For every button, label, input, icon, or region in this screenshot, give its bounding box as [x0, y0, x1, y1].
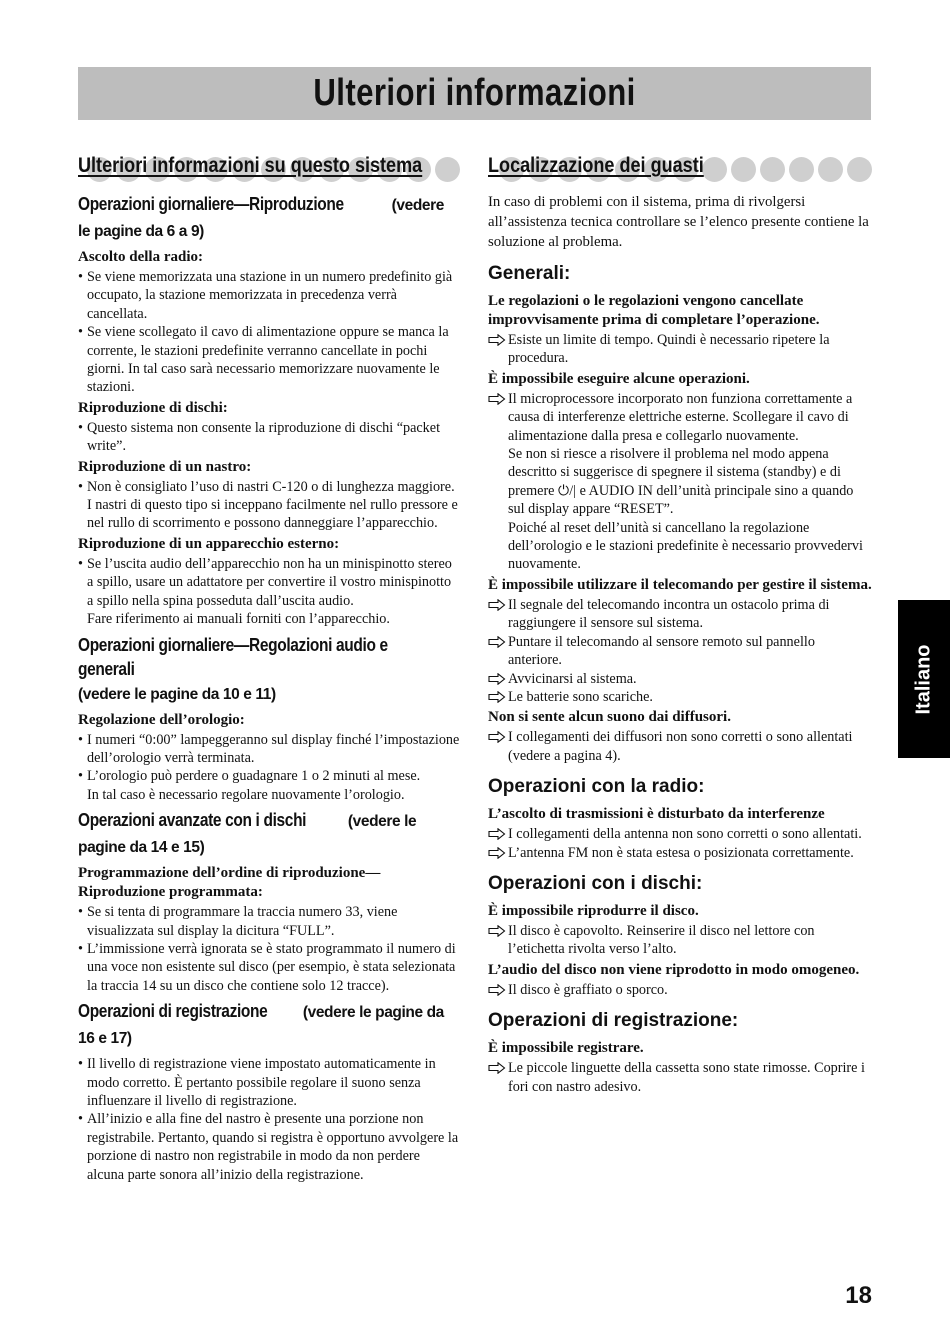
solution-item: I collegamenti dei diffusori non sono corretti o sono allentati (vedere a pagina 4). — [488, 728, 872, 765]
problem-title: Non si sente alcun suono dai diffusori. — [488, 709, 731, 726]
solution-list — [488, 728, 872, 765]
topic-heading: Riproduzione di un apparecchio esterno: — [78, 535, 340, 552]
topic-heading: Riproduzione di un nastro: — [78, 458, 252, 475]
solution-item: Il disco è capovolto. Reinserire il disco nel lettore con l’etichetta rivolta verso l’alto. — [488, 922, 872, 959]
solution-list — [488, 390, 872, 574]
solution-item: Il microprocessore incorporato non funziona correttamente a causa di interferenze elettriche esterne. Scollegare il cavo di alimentazione dalla presa e collegarlo nuovamente. Se non si riesce a risolvere il problema nel modo appena descritto si suggerisce di spegnere il sistema (standby) e di premere ⏻/| e AUDIO IN dell’unità principale sino a quando sul display appare “RESET”. Poiché al reset dell’unità si cancellano la regolazione dell’orologio e le stazioni predefinite è necessario provvedervi nuovamente. — [488, 390, 872, 574]
solution-list — [488, 596, 872, 706]
subsection-heading — [78, 999, 460, 1051]
subsection-heading — [78, 192, 460, 244]
arrow-right-icon — [488, 925, 506, 937]
topic-heading: Programmazione dell’ordine di riproduzione—Riproduzione programmata: — [78, 865, 381, 901]
solution-list — [488, 825, 872, 862]
troubleshooting-category: Operazioni di registrazione: — [488, 1010, 739, 1032]
arrow-right-icon — [488, 691, 506, 703]
problem-title: È impossibile registrare. — [488, 1040, 644, 1057]
title-bar — [78, 67, 871, 120]
list-item: • All’inizio e alla fine del nastro è presente una porzione non registrabile. Pertanto, quando si registra è opportuno avvolgere la porzione di nastro non registrabile in modo da non perdere alcuna parte sonora all’inizio della registrazione. — [78, 1110, 460, 1184]
subsection-title: Operazioni di registrazione — [78, 1001, 268, 1022]
arrow-right-icon — [488, 1062, 506, 1074]
troubleshooting-category: Generali: — [488, 263, 571, 284]
left-column — [78, 152, 460, 1184]
language-tab-label: Italiano — [912, 643, 935, 715]
subsection-page-ref: (vedere le pagine da 10 e 11) — [78, 685, 276, 703]
solution-item: Il disco è graffiato o sporco. — [488, 981, 872, 999]
list-item: • Non è consigliato l’uso di nastri C-120 o di lunghezza maggiore. I nastri di questo tipo si inceppano facilmente nel rullo pressore e nel rullo di scorrimento e possono danneggiare l’apparecchio. — [78, 478, 460, 533]
solution-item: I collegamenti della antenna non sono corretti o sono allentati. — [488, 825, 872, 843]
problem-title: L’audio del disco non viene riprodotto in modo omogeneo. — [488, 961, 860, 978]
list-item: • L’orologio può perdere o guadagnare 1 o 2 minuti al mese. In tal caso è necessario regolare nuovamente l’orologio. — [78, 767, 460, 804]
list-item: • Se viene scollegato il cavo di alimentazione oppure se manca la corrente, le stazioni predefinite verranno cancellate in pochi giorni. In tal caso sarà necessario memorizzare nuovamente le stazioni. — [78, 323, 460, 397]
troubleshooting-category: Operazioni con i dischi: — [488, 872, 703, 894]
bullet-list — [78, 731, 460, 805]
subsection-title: Operazioni avanzate con i dischi — [78, 810, 307, 831]
subsection-page-ref: (vedere le pagine da 6 a 9) — [78, 197, 444, 240]
list-item: • Questo sistema non consente la riproduzione di dischi “packet write”. — [78, 419, 460, 456]
page-number: 18 — [845, 1282, 872, 1309]
topic-heading: Regolazione dell’orologio: — [78, 711, 245, 728]
solution-list — [488, 331, 872, 368]
topic-heading: Ascolto della radio: — [78, 249, 203, 265]
solution-list — [488, 922, 872, 959]
problem-title: Le regolazioni o le regolazioni vengono cancellate improvvisamente prima di completare l’operazione. — [488, 293, 820, 328]
bullet-list — [78, 1055, 460, 1184]
arrow-right-icon — [488, 673, 506, 685]
arrow-right-icon — [488, 636, 506, 648]
right-body — [488, 262, 872, 1096]
problem-title: È impossibile utilizzare il telecomando per gestire il sistema. — [488, 576, 872, 593]
arrow-right-icon — [488, 334, 506, 346]
list-item: • Il livello di registrazione viene impostato automaticamente in modo corretto. È pertanto possibile regolare il suono senza influenzare il livello di registrazione. — [78, 1055, 460, 1110]
right-section-header — [488, 152, 872, 186]
solution-list — [488, 981, 872, 999]
solution-list — [488, 1059, 872, 1096]
troubleshooting-intro: In caso di problemi con il sistema, prima di rivolgersi all’assistenza tecnica controllare se l’elenco presente contiene la soluzione al problema. — [488, 194, 869, 250]
left-body — [78, 192, 460, 1184]
solution-item: Il segnale del telecomando incontra un ostacolo prima di raggiungere il sensore sul sistema. — [488, 596, 872, 633]
list-item: • Se si tenta di programmare la traccia numero 33, viene visualizzata sul display la dicitura “FULL”. — [78, 903, 460, 940]
arrow-right-icon — [488, 828, 506, 840]
subsection-title: Operazioni giornaliere—Riproduzione — [78, 194, 344, 214]
solution-item: Puntare il telecomando al sensore remoto sul pannello anteriore. — [488, 633, 872, 670]
language-tab — [898, 600, 950, 758]
subsection-heading — [78, 633, 460, 707]
subsection-heading — [78, 808, 460, 860]
topic-heading: Riproduzione di dischi: — [78, 399, 228, 416]
bullet-list — [78, 555, 460, 629]
problem-title: L’ascolto di trasmissioni è disturbato da interferenze — [488, 806, 825, 823]
arrow-right-icon — [488, 599, 506, 611]
bullet-list — [78, 478, 460, 533]
solution-item: Avvicinarsi al sistema. — [488, 670, 872, 688]
solution-item: Le batterie sono scariche. — [488, 688, 872, 706]
bullet-list — [78, 419, 460, 456]
list-item: • Se viene memorizzata una stazione in un numero predefinito già occupato, la stazione memorizzata in precedenza verrà cancellata. — [78, 268, 460, 323]
arrow-right-icon — [488, 847, 506, 859]
problem-title: È impossibile riprodurre il disco. — [488, 902, 699, 919]
solution-item: Esiste un limite di tempo. Quindi è necessario ripetere la procedura. — [488, 331, 872, 368]
solution-item: L’antenna FM non è stata estesa o posizionata correttamente. — [488, 844, 872, 862]
list-item: • Se l’uscita audio dell’apparecchio non ha un minispinotto stereo a spillo, usare un adattatore per convertire il vostro minispinotto a spillo nella spina posseduta dall’uscita audio. Fare riferimento ai manuali forniti con l’apparecchio. — [78, 555, 460, 629]
arrow-right-icon — [488, 731, 506, 743]
arrow-right-icon — [488, 393, 506, 405]
solution-item: Le piccole linguette della cassetta sono state rimosse. Coprire i fori con nastro adesivo. — [488, 1059, 872, 1096]
list-item: • I numeri “0:00” lampeggeranno sul display finché l’impostazione dell’orologio verrà terminata. — [78, 731, 460, 768]
bullet-list — [78, 268, 460, 397]
troubleshooting-category: Operazioni con la radio: — [488, 776, 705, 798]
subsection-page-ref: (vedere le pagine da 16 e 17) — [78, 1004, 444, 1048]
list-item: • L’immissione verrà ignorata se è stato programmato il numero di una voce non esistente sul disco (per esempio, è stata selezionata la traccia 14 su un disco che contiene solo 12 tracce). — [78, 940, 460, 995]
subsection-title: Operazioni giornaliere—Regolazioni audio e generali — [78, 634, 388, 679]
page-title: Ulteriori informazioni — [313, 72, 636, 114]
problem-title: È impossibile eseguire alcune operazioni. — [488, 370, 750, 387]
right-section-heading: Localizzazione dei guasti — [488, 154, 704, 177]
left-section-heading: Ulteriori informazioni su questo sistema — [78, 154, 423, 177]
bullet-list — [78, 903, 460, 995]
right-column — [488, 152, 872, 1096]
arrow-right-icon — [488, 984, 506, 996]
left-section-header — [78, 152, 460, 186]
subsection-page-ref: (vedere le pagine da 14 e 15) — [78, 813, 417, 857]
